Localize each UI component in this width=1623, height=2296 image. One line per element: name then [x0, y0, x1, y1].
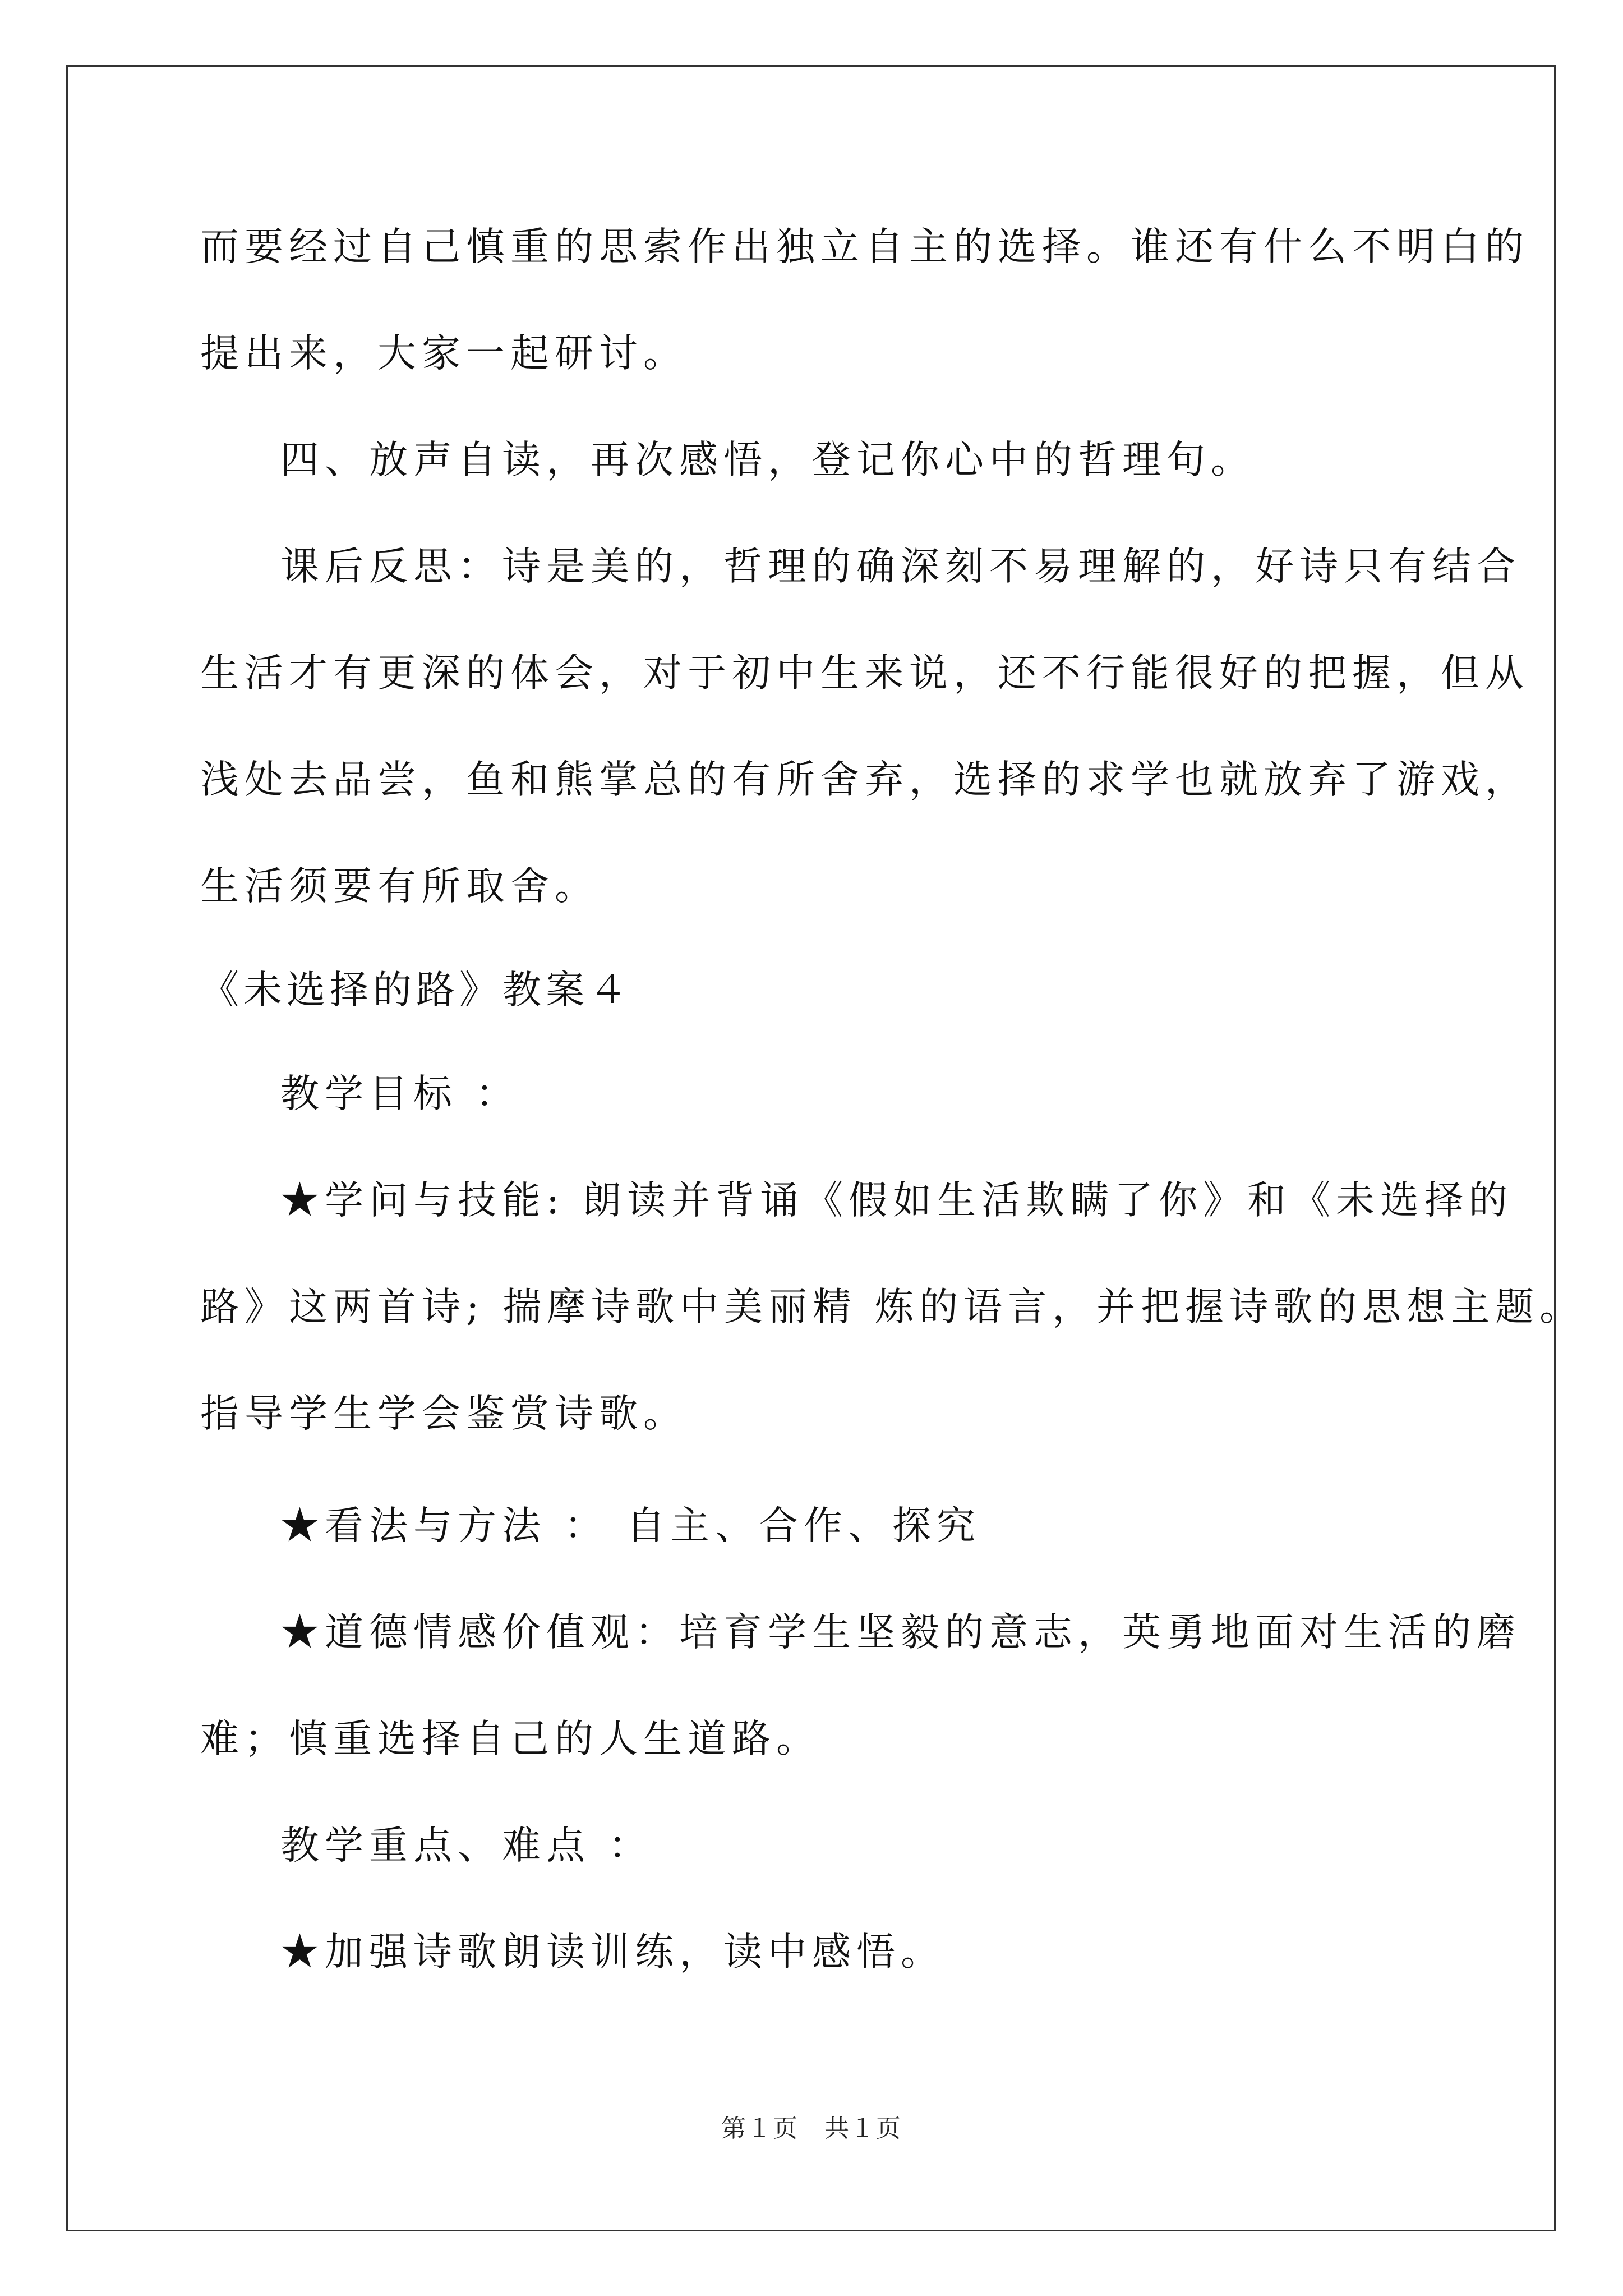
- paragraph-line: 生活才有更深的体会，对于初中生来说，还不行能很好的把握，但从: [200, 651, 1529, 696]
- paragraph-line: ★看法与方法 ： 自主、合作、探究: [280, 1503, 981, 1548]
- paragraph-line: 教学重点、难点 ：: [280, 1823, 653, 1868]
- paragraph-line: 而要经过自己慎重的思索作出独立自主的选择。谁还有什么不明白的: [200, 224, 1529, 269]
- page-footer: 第１页 共１页: [721, 2114, 902, 2143]
- paragraph-line: 指导学生学会鉴赏诗歌。: [200, 1391, 688, 1436]
- paragraph-line: ★加强诗歌朗读训练，读中感悟。: [280, 1930, 945, 1975]
- paragraph-line: 教学目标 ：: [280, 1071, 520, 1116]
- page-border: [66, 65, 1556, 2231]
- paragraph-line: 课后反思：诗是美的，哲理的确深刻不易理解的，好诗只有结合: [280, 544, 1521, 589]
- paragraph-line: ★学问与技能: 朗读并背诵《假如生活欺瞒了你》和《未选择的: [280, 1178, 1514, 1223]
- paragraph-line: 浅处去品尝，鱼和熊掌总的有所舍弃，选择的求学也就放弃了游戏，: [200, 757, 1529, 802]
- paragraph-line: 难；慎重选择自己的人生道路。: [200, 1717, 820, 1761]
- paragraph-line: 生活须要有所取舍。: [200, 864, 599, 909]
- section-heading: 《未选择的路》教案４: [200, 968, 632, 1013]
- paragraph-line: 提出来，大家一起研讨。: [200, 331, 688, 376]
- paragraph-line: 路》这两首诗; 揣摩诗歌中美丽精 炼的语言，并把握诗歌的思想主题。: [200, 1285, 1584, 1329]
- paragraph-line: 四、放声自读，再次感悟，登记你心中的哲理句。: [280, 438, 1255, 482]
- paragraph-line: ★道德情感价值观：培育学生坚毅的意志，英勇地面对生活的磨: [280, 1610, 1521, 1655]
